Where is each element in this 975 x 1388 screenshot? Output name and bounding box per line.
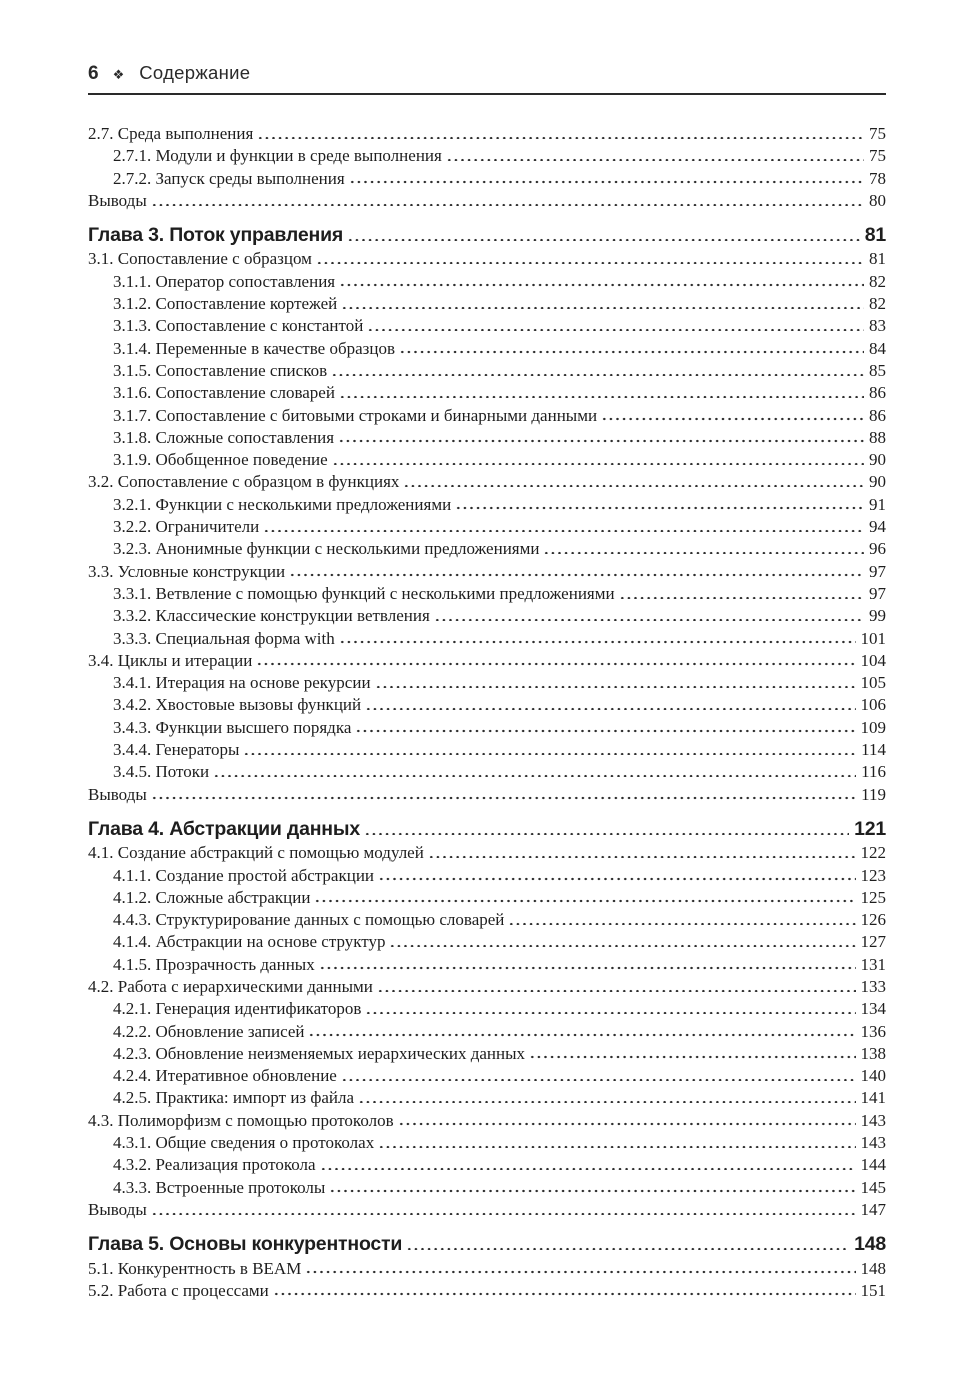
toc-entry-page: 97 [869, 583, 886, 603]
toc-entry [88, 1021, 886, 1043]
dot-leader [338, 438, 864, 442]
toc-entry-page: 145 [860, 1177, 886, 1197]
toc-entry [88, 293, 886, 315]
toc-entry-page: 126 [860, 910, 886, 930]
toc-entry [88, 360, 886, 382]
dot-leader [151, 795, 856, 799]
toc-entry-title: 4.4.3. Структурирование данных с помощью словарей [113, 910, 505, 930]
toc-entry [88, 538, 886, 560]
toc-entry-page: 78 [869, 168, 886, 188]
toc-entry [88, 382, 886, 404]
dot-leader [601, 416, 864, 420]
toc-entry-title: 2.7.1. Модули и функции в среде выполнения [113, 146, 442, 166]
toc-entry-page: 101 [860, 628, 886, 648]
toc-entry [88, 1199, 886, 1221]
toc-entry [88, 998, 886, 1020]
toc-entry-title: 3.4.5. Потоки [113, 762, 210, 782]
toc-entry-title: 3.3.2. Классические конструкции ветвления [113, 606, 430, 626]
toc-entry-title: 4.2.2. Обновление записей [113, 1021, 305, 1041]
toc-entry-page: 136 [860, 1021, 886, 1041]
toc-entry [88, 1177, 886, 1199]
toc-entry-title: 3.1.7. Сопоставление с битовыми строками и бинарными данными [113, 405, 598, 425]
dot-leader [273, 1291, 856, 1295]
toc-entry [88, 954, 886, 976]
toc-entry [88, 1087, 886, 1109]
dot-leader [378, 1144, 855, 1148]
toc-entry [88, 315, 886, 337]
toc-entry [88, 1258, 886, 1280]
dot-leader [349, 179, 864, 183]
toc-entry-title: 4.2.4. Итеративное обновление [113, 1066, 337, 1086]
toc-entry-title: 4.1.4. Абстракции на основе структур [113, 932, 386, 952]
toc-entry-title: Выводы [88, 190, 147, 210]
toc-entry [88, 471, 886, 493]
toc-entry-page: 143 [860, 1133, 886, 1153]
toc-entry-page: 81 [864, 224, 886, 247]
toc-entry-page: 114 [861, 740, 886, 760]
toc-entry-page: 122 [860, 843, 886, 863]
toc-entry-title: Выводы [88, 1199, 147, 1219]
toc-entry-page: 147 [860, 1199, 886, 1219]
toc-entry-page: 104 [860, 650, 886, 670]
toc-entry-title: 3.3. Условные конструкции [88, 561, 286, 581]
toc-entry-title: Глава 4. Абстракции данных [88, 817, 360, 840]
toc-entry [88, 145, 886, 167]
dot-leader [339, 394, 864, 398]
toc-entry [88, 887, 886, 909]
toc-entry-page: 81 [869, 249, 886, 269]
toc-entry-title: Глава 3. Поток управления [88, 224, 344, 247]
dot-leader [314, 898, 855, 902]
toc-entry [88, 1280, 886, 1302]
toc-entry-title: 3.4. Циклы и итерации [88, 650, 253, 670]
toc-entry-title: 3.1.2. Сопоставление кортежей [113, 294, 338, 314]
toc-entry-title: 4.2.5. Практика: импорт из файла [113, 1088, 355, 1108]
toc-entry-page: 138 [860, 1043, 886, 1063]
toc-entry [88, 605, 886, 627]
toc-entry-title: 3.3.3. Специальная форма with [113, 628, 335, 648]
toc-entry-page: 109 [860, 717, 886, 737]
toc-entry-title: 5.1. Конкурентность в BEAM [88, 1258, 302, 1278]
dot-leader [151, 1211, 856, 1215]
toc-entry-page: 151 [860, 1280, 886, 1300]
toc-entry-page: 91 [869, 494, 886, 514]
dot-leader [289, 572, 864, 576]
toc-entry-title: 3.4.1. Итерация на основе рекурсии [113, 673, 371, 693]
toc-entry-page: 96 [869, 539, 886, 559]
toc-entry [88, 739, 886, 761]
toc-entry-page: 134 [860, 999, 886, 1019]
toc-entry [88, 224, 886, 246]
toc-entry-page: 86 [869, 405, 886, 425]
header-page-number: 6 [88, 63, 99, 84]
toc-entry [88, 761, 886, 783]
diamond-icon: ❖ [112, 68, 125, 83]
toc-entry-title: 3.1.4. Переменные в качестве образцов [113, 338, 395, 358]
toc-entry-title: 4.2. Работа с иерархическими данными [88, 976, 373, 996]
toc-entry-title: 3.1.9. Обобщенное поведение [113, 450, 328, 470]
dot-leader [529, 1054, 855, 1058]
toc-entry [88, 931, 886, 953]
toc-entry [88, 818, 886, 840]
dot-leader [375, 684, 856, 688]
toc-entry-page: 127 [860, 932, 886, 952]
toc-entry-title: 4.3. Полиморфизм с помощью протоколов [88, 1110, 394, 1130]
dot-leader [403, 483, 864, 487]
toc-entry [88, 694, 886, 716]
dot-leader [378, 876, 855, 880]
dot-leader [263, 528, 864, 532]
toc-entry-title: 4.1.1. Создание простой абстракции [113, 865, 375, 885]
toc-entry [88, 1132, 886, 1154]
toc-entry-title: 3.1.1. Оператор сопоставления [113, 271, 336, 291]
dot-leader [151, 202, 864, 206]
toc-entry-title: 3.4.3. Функции высшего порядка [113, 717, 352, 737]
dot-leader [257, 135, 864, 139]
dot-leader [358, 1099, 855, 1103]
toc-entry-page: 125 [860, 887, 886, 907]
toc-entry-page: 94 [869, 517, 886, 537]
toc-entry-page: 75 [869, 146, 886, 166]
toc-entry-title: 3.2.3. Анонимные функции с несколькими предложениями [113, 539, 540, 559]
toc-entry [88, 123, 886, 145]
toc-entry-title: Глава 5. Основы конкурентности [88, 1233, 403, 1256]
toc-entry-page: 144 [860, 1155, 886, 1175]
toc-entry-title: 3.1.8. Сложные сопоставления [113, 427, 335, 447]
toc-entry-title: 3.2. Сопоставление с образцом в функциях [88, 472, 400, 492]
dot-leader [339, 639, 856, 643]
toc-entry-page: 148 [860, 1258, 886, 1278]
dot-leader [319, 965, 856, 969]
dot-leader [256, 661, 855, 665]
dot-leader [406, 1246, 849, 1250]
toc-entry-title: 2.7.2. Запуск среды выполнения [113, 168, 345, 188]
toc-entry-page: 97 [869, 561, 886, 581]
dot-leader [347, 237, 860, 241]
toc-entry-title: 5.2. Работа с процессами [88, 1280, 269, 1300]
page-header [88, 62, 886, 95]
toc-entry-title: 4.1.5. Прозрачность данных [113, 954, 315, 974]
toc-entry-page: 99 [869, 606, 886, 626]
toc-entry [88, 1154, 886, 1176]
toc-entry-page: 75 [869, 124, 886, 143]
toc-entry [88, 583, 886, 605]
dot-leader [377, 988, 856, 992]
toc-entry [88, 1043, 886, 1065]
header-running-title: Содержание [139, 62, 251, 83]
dot-leader [399, 349, 864, 353]
toc-entry [88, 842, 886, 864]
toc-entry-title: 3.4.4. Генераторы [113, 740, 240, 760]
toc-entry-page: 106 [860, 695, 886, 715]
dot-leader [365, 706, 855, 710]
toc-entry [88, 650, 886, 672]
toc-entry [88, 672, 886, 694]
toc-entry-title: 3.2.2. Ограничители [113, 517, 260, 537]
toc-entry-page: 143 [860, 1110, 886, 1130]
toc-entry [88, 865, 886, 887]
toc-entry-title: 4.3.1. Общие сведения о протоколах [113, 1133, 375, 1153]
dot-leader [543, 550, 864, 554]
toc-entry [88, 909, 886, 931]
toc-entry-page: 83 [869, 316, 886, 336]
toc-entry-title: 3.1.3. Сопоставление с константой [113, 316, 364, 336]
dot-leader [243, 751, 856, 755]
toc-entry-page: 88 [869, 427, 886, 447]
dot-leader [446, 157, 864, 161]
dot-leader [331, 372, 864, 376]
toc-entry-page: 90 [869, 472, 886, 492]
toc-entry-page: 119 [861, 784, 886, 804]
toc-entry [88, 784, 886, 806]
dot-leader [341, 305, 864, 309]
toc-entry-title: 3.3.1. Ветвление с помощью функций с несколькими предложениями [113, 583, 615, 603]
toc-entry [88, 168, 886, 190]
toc-entry [88, 1065, 886, 1087]
toc-entry-page: 131 [860, 954, 886, 974]
dot-leader [389, 943, 855, 947]
toc-entry-page: 90 [869, 450, 886, 470]
toc-entry [88, 628, 886, 650]
toc-entry [88, 405, 886, 427]
toc-entry-title: 3.4.2. Хвостовые вызовы функций [113, 695, 362, 715]
toc-entry [88, 271, 886, 293]
dot-leader [341, 1077, 856, 1081]
toc-entry-page: 85 [869, 360, 886, 380]
dot-leader [428, 854, 856, 858]
toc-entry-page: 141 [860, 1088, 886, 1108]
dot-leader [213, 773, 856, 777]
dot-leader [455, 505, 864, 509]
dot-leader [398, 1121, 856, 1125]
toc-entry-title: 3.1. Сопоставление с образцом [88, 249, 312, 269]
toc-entry [88, 427, 886, 449]
toc-entry [88, 976, 886, 998]
toc-entry-title: 4.2.1. Генерация идентификаторов [113, 999, 362, 1019]
toc-list [88, 123, 886, 1302]
dot-leader [329, 1188, 855, 1192]
dot-leader [339, 282, 864, 286]
dot-leader [320, 1166, 856, 1170]
toc-entry [88, 449, 886, 471]
toc-entry-page: 148 [854, 1233, 886, 1256]
toc-entry-page: 82 [869, 294, 886, 314]
toc-entry [88, 248, 886, 270]
dot-leader [508, 921, 855, 925]
toc-entry [88, 561, 886, 583]
dot-leader [332, 461, 864, 465]
dot-leader [434, 617, 864, 621]
toc-entry [88, 717, 886, 739]
dot-leader [308, 1032, 855, 1036]
toc-entry [88, 1233, 886, 1255]
toc-entry-page: 116 [861, 762, 886, 782]
dot-leader [619, 595, 864, 599]
toc-entry [88, 516, 886, 538]
toc-entry-page: 140 [860, 1066, 886, 1086]
toc-entry-page: 105 [860, 673, 886, 693]
dot-leader [305, 1269, 855, 1273]
toc-entry-title: 2.7. Среда выполнения [88, 124, 254, 143]
toc-entry-title: 4.1. Создание абстракций с помощью модулей [88, 843, 424, 863]
toc-entry-page: 121 [854, 817, 886, 840]
toc-entry-title: 4.1.2. Сложные абстракции [113, 887, 311, 907]
toc-entry [88, 338, 886, 360]
toc-entry-title: 4.3.2. Реализация протокола [113, 1155, 316, 1175]
toc-entry-page: 80 [869, 190, 886, 210]
dot-leader [367, 327, 864, 331]
toc-entry-page: 123 [860, 865, 886, 885]
toc-entry-title: Выводы [88, 784, 147, 804]
dot-leader [364, 831, 849, 835]
dot-leader [355, 728, 855, 732]
toc-entry-page: 133 [860, 976, 886, 996]
toc-entry-page: 84 [869, 338, 886, 358]
toc-entry [88, 1110, 886, 1132]
toc-entry [88, 494, 886, 516]
toc-entry-title: 4.3.3. Встроенные протоколы [113, 1177, 326, 1197]
toc-entry-title: 3.1.6. Сопоставление словарей [113, 383, 335, 403]
toc-entry-title: 4.2.3. Обновление неизменяемых иерархических данных [113, 1043, 526, 1063]
toc-entry [88, 190, 886, 212]
dot-leader [316, 260, 864, 264]
toc-entry-page: 82 [869, 271, 886, 291]
dot-leader [365, 1010, 855, 1014]
toc-entry-title: 3.2.1. Функции с несколькими предложениями [113, 494, 452, 514]
toc-entry-page: 86 [869, 383, 886, 403]
toc-entry-title: 3.1.5. Сопоставление списков [113, 360, 328, 380]
